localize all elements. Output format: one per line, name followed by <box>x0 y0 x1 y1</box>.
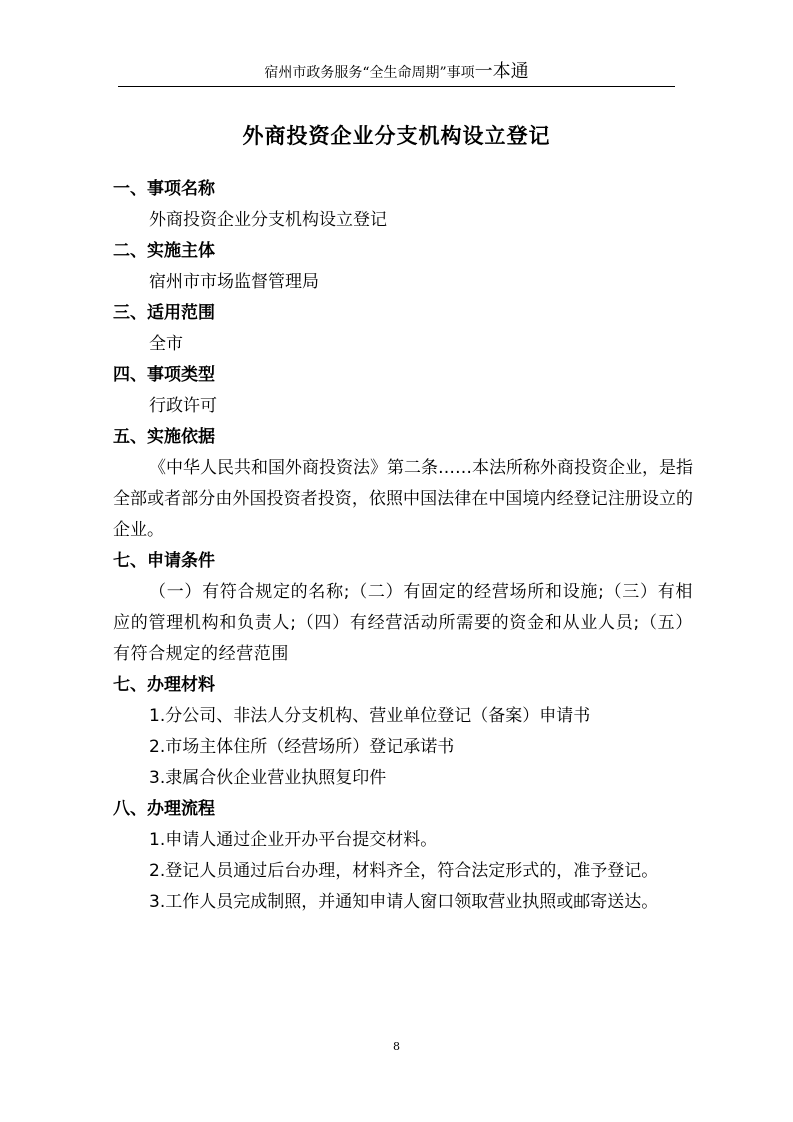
section-heading: 五、实施依据 <box>113 427 215 447</box>
list-item: 3.隶属合伙企业营业执照复印件 <box>149 768 387 788</box>
section-implementer <box>113 236 693 298</box>
section-type <box>113 360 693 422</box>
section-text: 《中华人民共和国外商投资法》第二条……本法所称外商投资企业，是指全部或者部分由外国投资者投资，依照中国法律在中国境内经登记注册设立的企业。 <box>113 458 693 540</box>
section-heading: 七、申请条件 <box>113 551 215 571</box>
header-text-large: 一本通 <box>474 61 529 82</box>
section-scope <box>113 298 693 360</box>
document-title: 外商投资企业分支机构设立登记 <box>242 124 551 148</box>
section-text: 外商投资企业分支机构设立登记 <box>149 210 387 230</box>
running-header <box>118 60 675 87</box>
list-item: 2.市场主体住所（经营场所）登记承诺书 <box>149 737 455 757</box>
section-text: 宿州市市场监督管理局 <box>149 272 319 292</box>
list-item: 2.登记人员通过后台办理，材料齐全，符合法定形式的，准予登记。 <box>149 861 659 881</box>
section-heading: 一、事项名称 <box>113 179 215 199</box>
section-basis <box>113 422 693 546</box>
list-item: 1.申请人通过企业开办平台提交材料。 <box>149 830 438 850</box>
list-item: 1.分公司、非法人分支机构、营业单位登记（备案）申请书 <box>149 706 591 726</box>
section-text: 全市 <box>149 334 183 354</box>
section-heading: 四、事项类型 <box>113 365 215 385</box>
section-heading: 三、适用范围 <box>113 303 215 323</box>
document-body <box>113 174 693 918</box>
header-text: 宿州市政务服务“全生命周期”事项 <box>264 65 475 81</box>
section-heading: 七、办理材料 <box>113 675 215 695</box>
section-text: 行政许可 <box>149 396 217 416</box>
section-materials <box>113 670 693 794</box>
section-heading: 八、办理流程 <box>113 799 215 819</box>
section-text: （一）有符合规定的名称;（二）有固定的经营场所和设施;（三）有相应的管理机构和负责人;（四）有经营活动所需要的资金和从业人员;（五）有符合规定的经营范围 <box>113 582 693 664</box>
section-conditions <box>113 546 693 670</box>
list-item: 3.工作人员完成制照，并通知申请人窗口领取营业执照或邮寄送达。 <box>149 892 659 912</box>
section-item-name <box>113 174 693 236</box>
section-process <box>113 794 693 918</box>
section-heading: 二、实施主体 <box>113 241 215 261</box>
page-number: 8 <box>393 1040 400 1053</box>
